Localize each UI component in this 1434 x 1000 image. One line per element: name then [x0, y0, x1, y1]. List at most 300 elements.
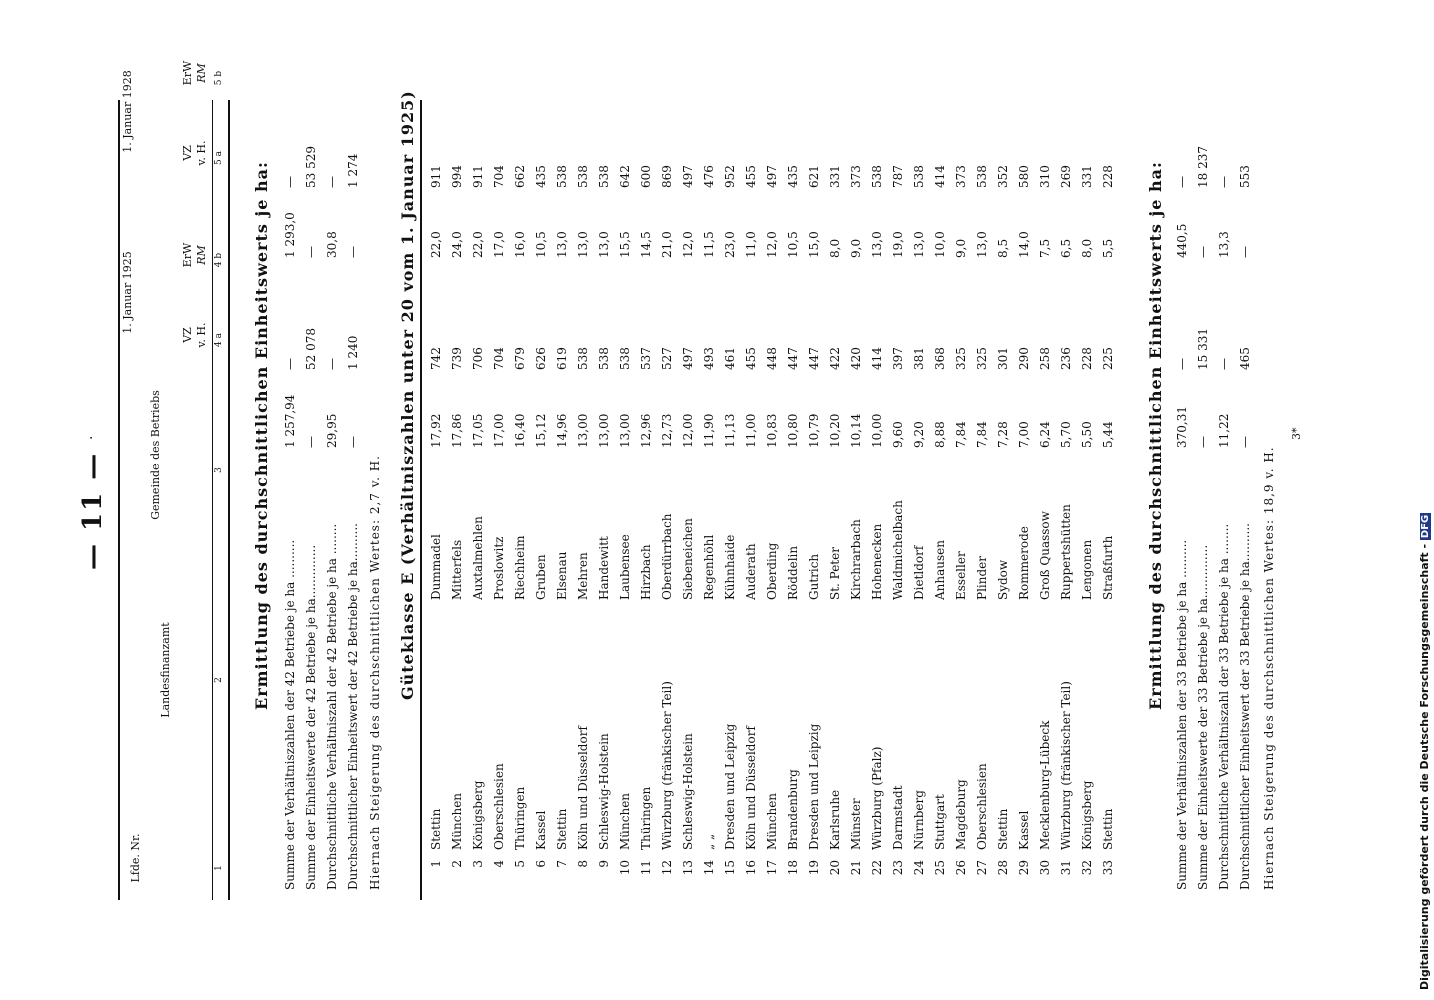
row-number: 25	[933, 860, 947, 876]
ew-1928: 538	[576, 165, 590, 188]
ew-1925: 538	[597, 347, 611, 370]
landesfinanzamt: Königsberg	[1080, 780, 1094, 850]
ew-1925: 538	[618, 347, 632, 370]
vz-1925: 17,05	[471, 413, 485, 448]
vz-1928: 8,0	[1080, 238, 1094, 258]
gemeinde: Auderath	[744, 543, 758, 600]
table-row	[1098, 0, 1119, 900]
vz-1925: 11,90	[702, 413, 716, 448]
vz-1928: 15,0	[807, 231, 821, 258]
landesfinanzamt: Schleswig-Holstein	[681, 733, 695, 850]
table-row	[930, 0, 951, 900]
ew-1925: 538	[576, 347, 590, 370]
ew-1925: 704	[492, 347, 506, 370]
row-number: 18	[786, 860, 800, 876]
ew-1928: 994	[450, 165, 464, 188]
vz-1925: 17,86	[450, 413, 464, 448]
vz-1928: 9,0	[954, 238, 968, 258]
section1-note: Hiernach Steigerung des durchschnittlichen Wertes: 2,7 v. H.	[368, 455, 382, 890]
ew-1925: 420	[849, 347, 863, 370]
table-row	[1056, 0, 1077, 900]
table-row	[741, 0, 762, 900]
colnum-3: 3	[214, 467, 224, 473]
row-number: 6	[534, 860, 548, 868]
summary-row	[343, 0, 364, 900]
vz-1925: 11,00	[744, 413, 758, 448]
landesfinanzamt: Darmstadt	[891, 785, 905, 850]
table-row	[720, 0, 741, 900]
vz-1925: 6,24	[1038, 421, 1052, 448]
ew-1925: 422	[828, 347, 842, 370]
vz-1928: 17,0	[492, 231, 506, 258]
row-number: 12	[660, 860, 674, 876]
vz-1928: 5,5	[1101, 238, 1115, 258]
table-row	[762, 0, 783, 900]
summary-label: Durchschnittlicher Einheitswert der 42 Betriebe je ha..........	[346, 523, 360, 890]
table-row	[447, 0, 468, 900]
vz-1928: 13,0	[576, 231, 590, 258]
landesfinanzamt: Magdeburg	[954, 779, 968, 850]
vz-1925: 10,80	[786, 413, 800, 448]
row-number: 33	[1101, 860, 1115, 876]
ew-1928: 538	[975, 165, 989, 188]
row-number: 29	[1017, 860, 1031, 876]
gemeinde: Rommerode	[1017, 526, 1031, 600]
vz-1925: 5,44	[1101, 421, 1115, 448]
header-ew-1925: ErW	[181, 242, 194, 268]
gemeinde: Laubensee	[618, 534, 632, 600]
header-strip-rule	[228, 100, 230, 900]
table-row	[510, 0, 531, 900]
ew-1928: 310	[1038, 165, 1052, 188]
ew-1925: 225	[1101, 347, 1115, 370]
vz-1925: 12,00	[681, 413, 695, 448]
row-number: 8	[576, 860, 590, 868]
table-row	[552, 0, 573, 900]
table-row	[825, 0, 846, 900]
vz-1925: —	[1238, 436, 1252, 448]
ew-1928: 538	[555, 165, 569, 188]
ew-1928: 18 237	[1196, 146, 1210, 188]
ew-1928: 53 529	[304, 146, 318, 188]
row-number: 20	[828, 860, 842, 876]
ew-1925: 448	[765, 347, 779, 370]
summary-label: Summe der Einheitswerte der 42 Betriebe je ha..............	[304, 544, 318, 890]
summary-label: Summe der Verhältniszahlen der 33 Betriebe je ha ..........	[1175, 539, 1189, 890]
ew-1928: 455	[744, 165, 758, 188]
row-number: 32	[1080, 860, 1094, 876]
gemeinde: St. Peter	[828, 547, 842, 600]
ew-1925: 537	[639, 347, 653, 370]
vz-1928: 8,0	[828, 238, 842, 258]
ew-1925: 381	[912, 347, 926, 370]
gemeinde: Regenhöhl	[702, 534, 716, 600]
row-number: 2	[450, 860, 464, 868]
row-number: 17	[765, 860, 779, 876]
vz-1925: 370,31	[1175, 406, 1189, 448]
ew-1928: 580	[1017, 165, 1031, 188]
vz-1928: 13,0	[555, 231, 569, 258]
ew-1928: 331	[828, 165, 842, 188]
vz-1928: 6,5	[1059, 238, 1073, 258]
vz-1925: 10,79	[807, 413, 821, 448]
vz-1925: 7,28	[996, 421, 1010, 448]
vz-1928: 10,0	[933, 231, 947, 258]
gemeinde: Ruppertshütten	[1059, 504, 1073, 600]
row-number: 14	[702, 860, 716, 876]
vz-1928: 9,0	[849, 238, 863, 258]
landesfinanzamt: Nürnberg	[912, 790, 926, 850]
landesfinanzamt: Königsberg	[471, 780, 485, 850]
vz-1928: —	[1238, 246, 1252, 258]
landesfinanzamt: Stettin	[429, 808, 443, 850]
vz-1928: 22,0	[471, 231, 485, 258]
ew-1925: 301	[996, 347, 1010, 370]
ew-1925: 742	[429, 347, 443, 370]
summary-row	[322, 0, 343, 900]
summary-row	[280, 0, 301, 900]
ew-1928: 911	[471, 165, 485, 188]
vz-1928: 22,0	[429, 231, 443, 258]
landesfinanzamt: Stettin	[1101, 808, 1115, 850]
colnum-4a: 4 a	[214, 333, 224, 347]
gemeinde: Gruben	[534, 554, 548, 600]
footer-mark: 3*	[1290, 427, 1303, 440]
table-row	[699, 0, 720, 900]
ew-1925: 397	[891, 347, 905, 370]
ew-1925: 619	[555, 347, 569, 370]
header-ew-unit-1928: RM	[195, 63, 208, 83]
gemeinde: Dietldorf	[912, 545, 926, 600]
vz-1925: —	[346, 436, 360, 448]
vz-1928: 12,0	[765, 231, 779, 258]
summary-row	[1172, 0, 1193, 900]
ew-1928: 538	[870, 165, 884, 188]
vz-1925: 10,14	[849, 413, 863, 448]
vz-1928: 23,0	[723, 231, 737, 258]
ew-1925: 15 331	[1196, 328, 1210, 370]
section2-top-rule	[420, 100, 422, 900]
header-vz-1928: VZ	[181, 145, 194, 161]
gemeinde: Plinder	[975, 556, 989, 600]
gemeinde: Elsenau	[555, 551, 569, 600]
colnum-1: 1	[214, 865, 224, 871]
ew-1928: 373	[954, 165, 968, 188]
table-row	[1035, 0, 1056, 900]
header-top-rule	[118, 100, 120, 900]
dfg-credit	[1418, 513, 1431, 990]
vz-1925: 13,00	[597, 413, 611, 448]
landesfinanzamt: Schleswig-Holstein	[597, 733, 611, 850]
landesfinanzamt: Würzburg (fränkischer Teil)	[660, 681, 674, 850]
vz-1925: 9,60	[891, 421, 905, 448]
row-number: 27	[975, 860, 989, 876]
vz-1928: 10,5	[786, 231, 800, 258]
vz-1928: 1 293,0	[283, 212, 297, 258]
ew-1928: —	[283, 176, 297, 188]
gemeinde: Riechheim	[513, 535, 527, 600]
gemeinde: Anhausen	[933, 540, 947, 600]
gemeinde: Groß Quassow	[1038, 511, 1052, 600]
vz-1925: 13,00	[576, 413, 590, 448]
colnum-4b: 4 b	[214, 252, 224, 268]
table-row	[657, 0, 678, 900]
page-mark: .	[80, 435, 96, 440]
summary-row	[301, 0, 322, 900]
header-bottom-rule	[212, 100, 213, 900]
gemeinde: Dummadel	[429, 534, 443, 600]
vz-1928: 10,5	[534, 231, 548, 258]
ew-1925: 465	[1238, 347, 1252, 370]
vz-1928: 8,5	[996, 238, 1010, 258]
landesfinanzamt: Stettin	[996, 808, 1010, 850]
summary-label: Durchschnittlicher Einheitswert der 33 Betriebe je ha..........	[1238, 523, 1252, 890]
vz-1925: —	[304, 436, 318, 448]
row-number: 16	[744, 860, 758, 876]
ew-1928: 228	[1101, 165, 1115, 188]
vz-1925: 12,73	[660, 413, 674, 448]
vz-1928: 14,0	[1017, 231, 1031, 258]
vz-1925: 16,40	[513, 413, 527, 448]
ew-1928: 352	[996, 165, 1010, 188]
ew-1925: 706	[471, 347, 485, 370]
ew-1928: 414	[933, 165, 947, 188]
section2-table	[426, 0, 1126, 900]
vz-1925: 8,88	[933, 421, 947, 448]
vz-1925: 10,83	[765, 413, 779, 448]
vz-1925: 17,00	[492, 413, 506, 448]
row-number: 4	[492, 860, 506, 868]
vz-1925: 5,70	[1059, 421, 1073, 448]
ew-1928: 952	[723, 165, 737, 188]
ew-1925: —	[1217, 358, 1231, 370]
ew-1925: 461	[723, 347, 737, 370]
gemeinde: Mehren	[576, 552, 590, 600]
row-number: 24	[912, 860, 926, 876]
ew-1925: —	[283, 358, 297, 370]
row-number: 5	[513, 860, 527, 868]
gemeinde: Waldmichelbach	[891, 500, 905, 600]
vz-1928: 440,5	[1175, 223, 1189, 258]
page-number: — 11 —	[78, 451, 108, 570]
ew-1928: 497	[681, 165, 695, 188]
gemeinde: Proslowitz	[492, 536, 506, 600]
table-row	[573, 0, 594, 900]
table-row	[846, 0, 867, 900]
table-row	[426, 0, 447, 900]
summary-label: Summe der Einheitswerte der 33 Betriebe je ha..............	[1196, 544, 1210, 890]
landesfinanzamt: Köln und Düsseldorf	[744, 726, 758, 850]
section1-summary	[280, 0, 380, 900]
landesfinanzamt: Brandenburg	[786, 769, 800, 850]
vz-1925: 7,00	[1017, 421, 1031, 448]
header-group-1925: 1. Januar 1925	[121, 251, 134, 334]
landesfinanzamt: Thüringen	[639, 786, 653, 850]
row-number: 3	[471, 860, 485, 868]
row-number: 13	[681, 860, 695, 876]
gemeinde: Kühnhaide	[723, 534, 737, 600]
vz-1928: 7,5	[1038, 238, 1052, 258]
landesfinanzamt: Kassel	[1017, 810, 1031, 850]
landesfinanzamt: Stuttgart	[933, 794, 947, 850]
header-col-gemeinde: Gemeinde des Betriebs	[149, 390, 162, 520]
row-number: 15	[723, 860, 737, 876]
ew-1928: 1 274	[346, 153, 360, 188]
ew-1928: 787	[891, 165, 905, 188]
landesfinanzamt: Dresden und Leipzig	[807, 723, 821, 850]
table-row	[1014, 0, 1035, 900]
ew-1928: 269	[1059, 165, 1073, 188]
dfg-logo: DFG	[1420, 514, 1431, 539]
ew-1928: 642	[618, 165, 632, 188]
vz-1925: —	[1196, 436, 1210, 448]
landesfinanzamt: Karlsruhe	[828, 789, 842, 850]
header-col-landesfinanzamt: Landesfinanzamt	[159, 622, 172, 718]
vz-1928: 11,5	[702, 231, 716, 258]
ew-1925: 290	[1017, 347, 1031, 370]
section1-title: Ermittlung des durchschnittlichen Einheitswerts je ha:	[252, 161, 271, 710]
section3-note: Hiernach Steigerung des durchschnittlichen Wertes: 18,9 v. H.	[1262, 446, 1276, 890]
row-number: 21	[849, 860, 863, 876]
ew-1925: 325	[975, 347, 989, 370]
ew-1925: 455	[744, 347, 758, 370]
table-row	[804, 0, 825, 900]
gemeinde: Mitterfels	[450, 539, 464, 600]
section2-title: Güteklasse E (Verhältniszahlen unter 20 vom 1. Januar 1925)	[398, 90, 417, 700]
ew-1928: —	[1175, 176, 1189, 188]
landesfinanzamt: Stettin	[555, 808, 569, 850]
vz-1928: 16,0	[513, 231, 527, 258]
table-row	[909, 0, 930, 900]
landesfinanzamt: Oberschlesien	[975, 763, 989, 850]
table-row	[783, 0, 804, 900]
vz-1928: 24,0	[450, 231, 464, 258]
ew-1928: 869	[660, 165, 674, 188]
vz-1925: 12,96	[639, 413, 653, 448]
gemeinde: Handewitt	[597, 536, 611, 600]
ew-1925: 228	[1080, 347, 1094, 370]
vz-1928: 21,0	[660, 231, 674, 258]
ew-1925: 447	[786, 347, 800, 370]
ew-1925: 236	[1059, 347, 1073, 370]
table-row	[951, 0, 972, 900]
summary-label: Summe der Verhältniszahlen der 42 Betriebe je ha ..........	[283, 539, 297, 890]
table-row	[888, 0, 909, 900]
header-ew-unit-1925: RM	[195, 245, 208, 265]
gemeinde: Gutrich	[807, 553, 821, 600]
table-row	[636, 0, 657, 900]
ew-1925: 258	[1038, 347, 1052, 370]
header-col-nr: Lfde. Nr.	[129, 833, 142, 883]
colnum-5a: 5 a	[214, 151, 224, 165]
gemeinde: Sydow	[996, 559, 1010, 600]
ew-1925: 739	[450, 347, 464, 370]
header-vz-unit-1928: v. H.	[195, 140, 208, 166]
landesfinanzamt: München	[618, 792, 632, 850]
ew-1925: 679	[513, 347, 527, 370]
vz-1925: 29,95	[325, 413, 339, 448]
landesfinanzamt: „ „	[702, 833, 716, 850]
gemeinde: Lengonen	[1080, 539, 1094, 600]
ew-1925: 527	[660, 347, 674, 370]
gemeinde: Esseller	[954, 551, 968, 600]
summary-label: Durchschnittliche Verhältniszahl der 42 Betriebe je ha ........	[325, 523, 339, 890]
vz-1928: 13,0	[870, 231, 884, 258]
gemeinde: Kirchrarbach	[849, 519, 863, 600]
header-vz-unit-1925: v. H.	[195, 322, 208, 348]
header-group-1928: 1. Januar 1928	[121, 70, 134, 153]
landesfinanzamt: Münster	[849, 798, 863, 850]
row-number: 23	[891, 860, 905, 876]
table-row	[594, 0, 615, 900]
row-number: 19	[807, 860, 821, 876]
vz-1928: —	[304, 246, 318, 258]
summary-label: Durchschnittliche Verhältniszahl der 33 Betriebe je ha ........	[1217, 523, 1231, 890]
table-row	[468, 0, 489, 900]
summary-row	[1193, 0, 1214, 900]
vz-1928: 11,0	[744, 231, 758, 258]
table-row	[531, 0, 552, 900]
table-row	[972, 0, 993, 900]
header-ew-1928: ErW	[181, 60, 194, 86]
table-row	[678, 0, 699, 900]
gemeinde: Auxtalmehlen	[471, 516, 485, 600]
ew-1928: 435	[786, 165, 800, 188]
landesfinanzamt: Thüringen	[513, 786, 527, 850]
landesfinanzamt: Würzburg (fränkischer Teil)	[1059, 681, 1073, 850]
summary-row	[1235, 0, 1256, 900]
gemeinde: Röddelin	[786, 545, 800, 600]
vz-1928: 13,0	[975, 231, 989, 258]
ew-1928: 435	[534, 165, 548, 188]
vz-1925: 9,20	[912, 421, 926, 448]
gemeinde: Hohenecken	[870, 523, 884, 600]
ew-1928: —	[325, 176, 339, 188]
table-row	[993, 0, 1014, 900]
vz-1925: 15,12	[534, 413, 548, 448]
ew-1925: 52 078	[304, 328, 318, 370]
vz-1928: 19,0	[891, 231, 905, 258]
ew-1925: —	[325, 358, 339, 370]
vz-1925: 10,20	[828, 413, 842, 448]
section3-summary	[1172, 0, 1272, 900]
ew-1928: 373	[849, 165, 863, 188]
dfg-credit-text: Digitalisierung gefördert durch die Deutsche Forschungsgemeinschaft -	[1418, 543, 1431, 990]
ew-1928: 553	[1238, 165, 1252, 188]
row-number: 30	[1038, 860, 1052, 876]
ew-1925: 626	[534, 347, 548, 370]
ew-1925: 1 240	[346, 335, 360, 370]
ew-1928: 704	[492, 165, 506, 188]
gemeinde: Hirzbach	[639, 544, 653, 600]
table-row	[1077, 0, 1098, 900]
row-number: 26	[954, 860, 968, 876]
vz-1928: 15,5	[618, 231, 632, 258]
vz-1925: 5,50	[1080, 421, 1094, 448]
header-vz-1925: VZ	[181, 327, 194, 343]
gemeinde: Siebeneichen	[681, 518, 695, 600]
landesfinanzamt: München	[450, 792, 464, 850]
vz-1925: 1 257,94	[283, 394, 297, 448]
colnum-5b: 5 b	[214, 70, 224, 86]
row-number: 22	[870, 860, 884, 876]
ew-1925: 447	[807, 347, 821, 370]
vz-1925: 10,00	[870, 413, 884, 448]
row-number: 10	[618, 860, 632, 876]
colnum-2: 2	[214, 677, 224, 683]
ew-1928: 621	[807, 165, 821, 188]
vz-1925: 7,84	[975, 421, 989, 448]
